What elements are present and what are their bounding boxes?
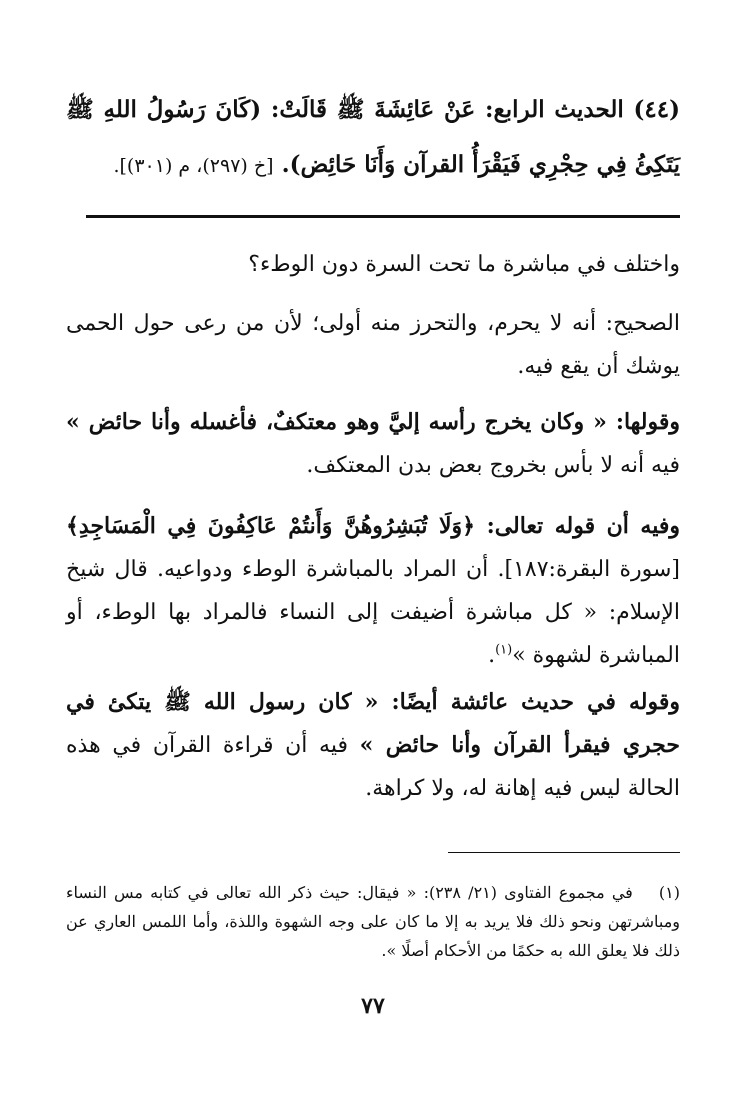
- paragraph-2-text: الصحيح: أنه لا يحرم، والتحرز منه أولى؛ لأن من رعى حول الحمى يوشك أن يقع فيه.: [66, 311, 680, 379]
- quran-verse: ﴿وَلَا تُبَشِرُوهُنَّ وَأَنتُمْ عَاكِفُونَ فِي الْمَسَاجِدِ﴾: [66, 513, 476, 539]
- paragraph-4-text: [سورة البقرة:١٨٧]. أن المراد بالمباشرة الوطء ودواعيه. قال شيخ الإسلام: « كل مباشرة أضيفت إلى النساء فالمراد بها الوطء، أو المباشرة لشهوة »: [66, 557, 680, 668]
- paragraph-4-intro: وفيه أن قوله تعالى:: [475, 513, 680, 539]
- paragraph-1-text: واختلف في مباشرة ما تحت السرة دون الوطء؟: [248, 252, 680, 277]
- paragraph-4-end: .: [488, 643, 496, 668]
- paragraph-1: [66, 243, 680, 286]
- section-divider: [86, 215, 680, 218]
- paragraph-3-text: فيه أنه لا بأس بخروج بعض بدن المعتكف.: [306, 453, 680, 478]
- hadith-reference: [خ (٢٩٧)، م (٣٠١)].: [113, 155, 274, 177]
- hadith-text: (٤٤) الحديث الرابع: عَنْ عَائِشَةَ ﷺ قَالَتْ: (كَانَ رَسُولُ اللهِ ﷺ يَتَكِئُ فِي حِجْرِي فَيَقْرَأُ القرآن وَأَنَا حَائِض).: [66, 96, 680, 178]
- footnote-text: في مجموع الفتاوى (٢١/ ٢٣٨): « فيقال: حيث ذكر الله تعالى في كتابه مس النساء ومباشرتهن ونحو ذلك فلا يريد به إلا ما كان على وجه الشهوة واللذة، وأما اللمس العاري عن ذلك فلا يعلق الله به حكمًا من الأحكام أصلًا ».: [66, 883, 680, 960]
- paragraph-5-quote: وقوله في حديث عائشة أيضًا: « كان رسول الله ﷺ يتكئ في حجري فيقرأ القرآن وأنا حائض »: [66, 689, 680, 758]
- footnote-number: (١): [658, 883, 681, 902]
- footnote-divider: [448, 852, 680, 853]
- footnote: [66, 878, 680, 965]
- paragraph-4: [66, 505, 680, 677]
- hadith-section: [66, 82, 680, 194]
- paragraph-3: [66, 401, 680, 487]
- footnote-marker[interactable]: (١): [495, 642, 513, 658]
- paragraph-3-quote: وقولها: « وكان يخرج رأسه إليَّ وهو معتكفٌ، فأغسله وأنا حائض »: [66, 409, 680, 435]
- paragraph-5: [66, 681, 680, 810]
- page-number: ٧٧: [361, 993, 385, 1019]
- paragraph-2: [66, 302, 680, 388]
- paragraph-5-text: فيه أن قراءة القرآن في هذه الحالة ليس فيه إهانة له، ولا كراهة.: [66, 733, 680, 801]
